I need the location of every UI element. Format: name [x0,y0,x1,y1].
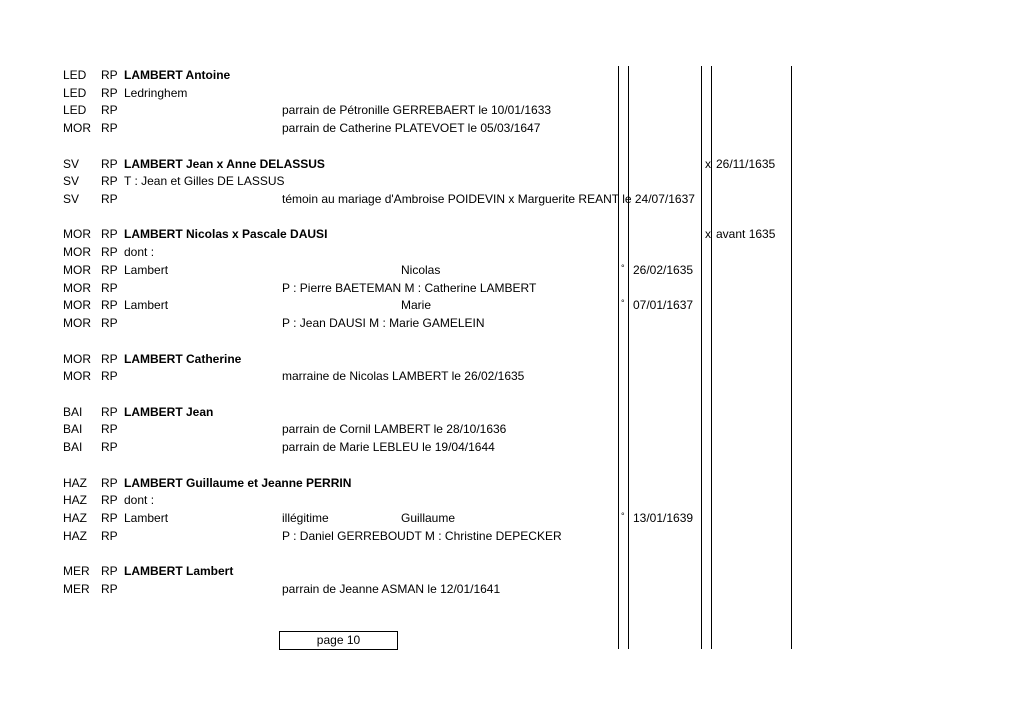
location-code: HAZ [63,528,87,543]
page-number-box: page 10 [279,631,398,650]
source-code: RP [101,280,118,295]
person-name: Ledringhem [124,85,188,100]
baptism-symbol: ° [621,298,625,309]
entry-text: parrain de Cornil LAMBERT le 28/10/1636 [282,422,507,437]
entry-text: parrain de Jeanne ASMAN le 12/01/1641 [282,581,501,596]
entry-text: illégitime [282,511,329,525]
person-name: LAMBERT Antoine [124,68,231,82]
source-code: RP [101,440,118,455]
given-name: Guillaume [401,511,456,525]
marriage-symbol: x [705,227,711,242]
register-row [0,84,1024,102]
location-code: MOR [63,351,91,366]
location-code: HAZ [63,493,87,508]
person-name: LAMBERT Jean [124,404,214,419]
entry-text: marraine de Nicolas LAMBERT le 26/02/1635 [282,369,525,384]
blank-row [0,456,1024,474]
location-code: MOR [63,280,91,295]
source-code: RP [101,245,118,260]
person-name: LAMBERT Lambert [124,564,234,579]
register-row [0,474,1024,492]
location-code: HAZ [63,511,87,525]
location-code: LED [63,68,87,82]
source-code: RP [101,316,118,331]
location-code: MOR [63,369,91,384]
entry-text: P : Jean DAUSI M : Marie GAMELEIN [282,316,485,331]
source-code: RP [101,475,118,490]
person-name: dont : [124,245,155,260]
location-code: MOR [63,245,91,260]
entry-text: témoin au mariage d'Ambroise POIDEVIN x Marguerite REANT le 24/07/1637 [282,192,695,207]
source-code: RP [101,174,118,189]
location-code: SV [63,192,80,207]
register-row [0,438,1024,456]
register-row [0,403,1024,421]
location-code: MOR [63,298,91,313]
source-code: RP [101,298,118,313]
register-row [0,580,1024,598]
source-code: RP [101,262,118,277]
register-row [0,119,1024,137]
location-code: LED [63,103,87,118]
source-code: RP [101,422,118,437]
register-row [0,243,1024,261]
location-code: HAZ [63,475,87,490]
source-code: RP [101,511,118,525]
person-name: T : Jean et Gilles DE LASSUS [124,174,285,189]
register-row [0,155,1024,173]
source-code: RP [101,192,118,207]
register-row [0,314,1024,332]
entry-text: parrain de Marie LEBLEU le 19/04/1644 [282,440,495,455]
entry-text: P : Pierre BAETEMAN M : Catherine LAMBERT [282,280,537,295]
register-row [0,509,1024,527]
register-row [0,350,1024,368]
baptism-date: 07/01/1637 [633,298,694,313]
person-name: LAMBERT Catherine [124,351,242,366]
person-name: Lambert [124,298,169,313]
source-code: RP [101,528,118,543]
source-code: RP [101,564,118,579]
source-code: RP [101,103,118,118]
marriage-date: 26/11/1635 [716,156,776,171]
blank-row [0,332,1024,350]
marriage-date: avant 1635 [716,227,776,242]
person-name: LAMBERT Guillaume et Jeanne PERRIN [124,475,352,490]
blank-row [0,544,1024,562]
source-code: RP [101,227,118,242]
source-code: RP [101,68,118,82]
source-code: RP [101,404,118,419]
entry-text: P : Daniel GERREBOUDT M : Christine DEPECKER [282,528,562,543]
register-row [0,66,1024,84]
location-code: BAI [63,440,83,455]
person-name: Lambert [124,511,169,525]
person-name: LAMBERT Jean x Anne DELASSUS [124,156,325,171]
location-code: BAI [63,422,83,437]
source-code: RP [101,369,118,384]
location-code: MOR [63,262,91,277]
register-row [0,296,1024,314]
person-name: LAMBERT Nicolas x Pascale DAUSI [124,227,328,242]
location-code: MER [63,581,90,596]
given-name: Marie [401,298,432,313]
source-code: RP [101,121,118,136]
entry-text: parrain de Catherine PLATEVOET le 05/03/1647 [282,121,541,136]
register-row [0,420,1024,438]
blank-row [0,208,1024,226]
baptism-symbol: ° [621,262,625,273]
location-code: MOR [63,121,91,136]
source-code: RP [101,581,118,596]
entry-text: parrain de Pétronille GERREBAERT le 10/01/1633 [282,103,552,118]
baptism-date: 26/02/1635 [633,262,694,277]
source-code: RP [101,493,118,508]
location-code: SV [63,174,80,189]
register-row [0,225,1024,243]
register-row [0,367,1024,385]
baptism-symbol: ° [621,511,625,521]
baptism-date: 13/01/1639 [633,511,694,525]
location-code: MOR [63,316,91,331]
register-row [0,261,1024,279]
register-row [0,279,1024,297]
location-code: MER [63,564,90,579]
marriage-symbol: x [705,156,711,171]
person-name: dont : [124,493,155,508]
location-code: SV [63,156,80,171]
source-code: RP [101,351,118,366]
person-name: Lambert [124,262,169,277]
given-name: Nicolas [401,262,441,277]
register-row [0,527,1024,545]
source-code: RP [101,85,118,100]
register-row [0,190,1024,208]
blank-row [0,385,1024,403]
register-row [0,172,1024,190]
source-code: RP [101,156,118,171]
location-code: BAI [63,404,83,419]
register-row [0,491,1024,509]
register-row [0,562,1024,580]
blank-row [0,137,1024,155]
location-code: MOR [63,227,91,242]
location-code: LED [63,85,87,100]
register-row [0,101,1024,119]
